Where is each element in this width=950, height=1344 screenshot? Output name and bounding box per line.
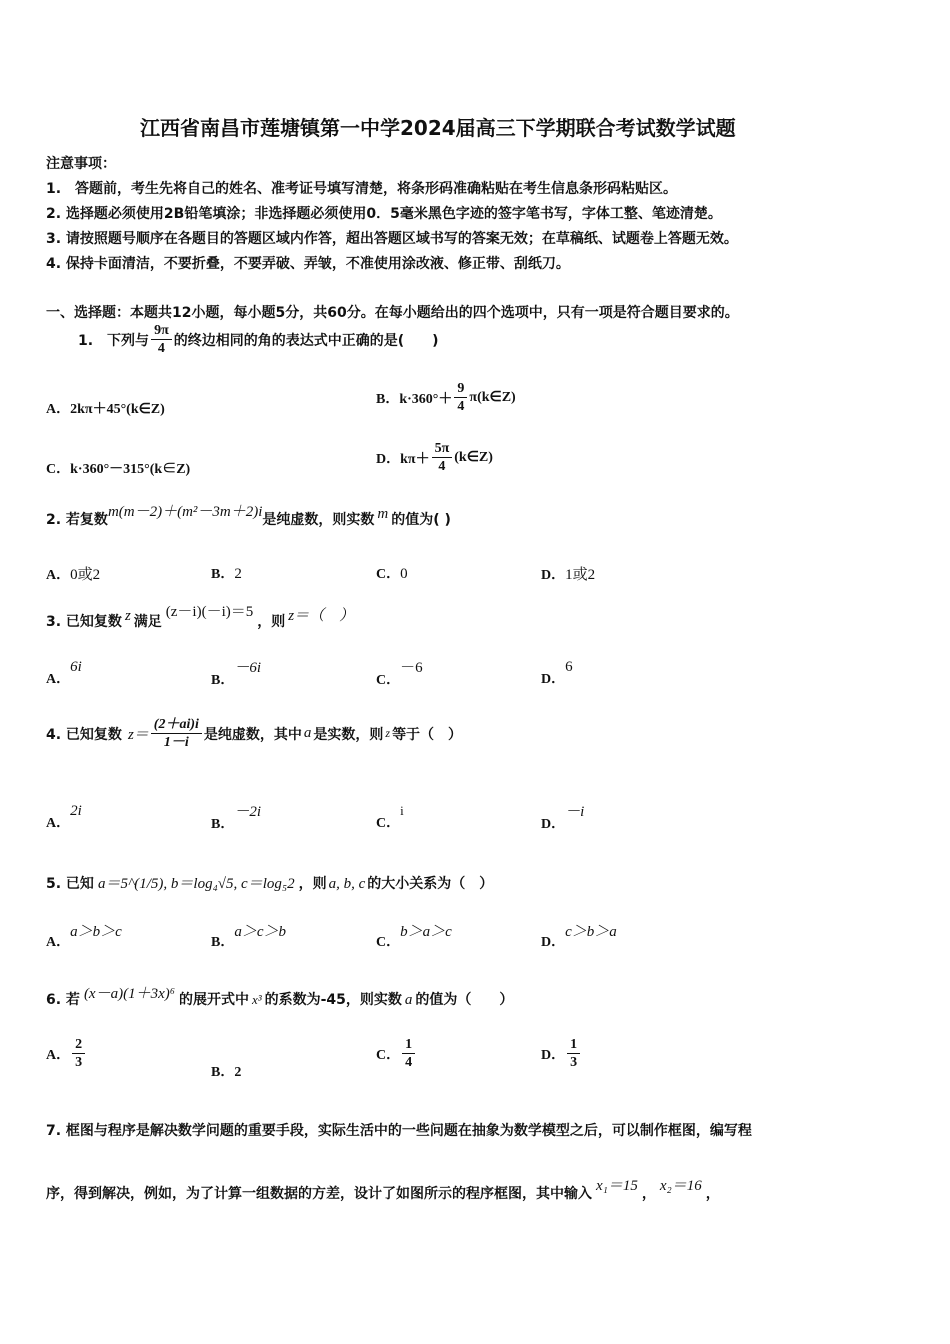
notice-item-4: 4. 保持卡面清洁，不要折叠，不要弄破、弄皱，不准使用涂改液、修正带、刮纸刀。 <box>46 256 570 272</box>
q4-b-value: －2i <box>234 804 262 820</box>
q4-option-d <box>541 804 585 833</box>
q3-d-label: D． <box>541 672 566 687</box>
q2-suffix: 的值为( ) <box>391 512 451 528</box>
notice-item-1: 1. 答题前，考生先将自己的姓名、准考证号填写清楚，将条形码准确粘贴在考生信息条形码粘贴区。 <box>46 181 678 197</box>
q5-b-label: B． <box>211 935 235 950</box>
question-5-stem <box>46 872 493 893</box>
q3-b-label: B． <box>211 673 235 688</box>
q2-d-label: D． <box>541 568 566 583</box>
q5-prefix: 5. 已知 <box>46 876 94 892</box>
q2-b-label: B． <box>211 567 235 582</box>
section-heading: 一、选择题：本题共12小题，每小题5分，共60分。在每小题给出的四个选项中，只有一项是符合题目要求的。 <box>46 305 739 321</box>
q6-a-den: 3 <box>75 1055 83 1070</box>
q1-b-fraction <box>454 380 467 415</box>
q5-b-value: a＞c＞b <box>234 924 287 940</box>
q1-prefix: 1. 下列与 <box>78 332 150 349</box>
question-1-stem <box>78 322 439 357</box>
q4-c-label: C． <box>376 816 401 831</box>
q7-x1: x₁＝15 <box>596 1178 638 1194</box>
question-6-stem <box>46 988 513 1009</box>
q4-d-label: D． <box>541 817 566 832</box>
q5-vars: a, b, c <box>328 876 366 892</box>
q2-var: m <box>377 506 389 522</box>
q1-option-c: C．k·360°－315°(k∈Z) <box>46 462 191 477</box>
q6-d-fraction <box>567 1036 580 1071</box>
q1-d-prefix: D．kπ＋ <box>376 451 430 467</box>
q5-d-label: D． <box>541 935 566 950</box>
q7-end: ， <box>705 1186 720 1202</box>
q7-x2: x₂＝16 <box>659 1178 702 1194</box>
question-3-stem <box>46 604 355 631</box>
q2-option-d <box>541 563 595 584</box>
q4-frac-num: (2＋ai)i <box>151 716 202 734</box>
q2-d-value: 1或2 <box>565 567 596 583</box>
q5-c-value: b＞a＞c <box>400 924 452 940</box>
q1-b-suffix: π(k∈Z) <box>469 390 516 405</box>
q3-a-label: A． <box>46 672 71 687</box>
q2-a-label: A． <box>46 568 71 583</box>
q2-option-b <box>211 563 242 583</box>
q3-option-a <box>46 659 82 688</box>
q5-a-label: A． <box>46 935 71 950</box>
q6-var: a <box>404 992 413 1008</box>
q6-a-label: A． <box>46 1047 71 1063</box>
q4-mid: 是纯虚数，其中 <box>203 726 302 743</box>
q2-expression: m(m－2)＋(m²－3m＋2)i <box>107 504 263 520</box>
q6-option-c <box>376 1036 417 1071</box>
q6-d-den: 3 <box>570 1055 578 1070</box>
q2-c-value: 0 <box>400 566 408 582</box>
q4-d-value: －i <box>565 804 585 820</box>
q4-mid2: 是实数，则 <box>313 726 384 743</box>
q3-option-d <box>541 659 573 688</box>
q3-tail: z＝（ ） <box>288 608 355 624</box>
q2-mid: 是纯虚数，则实数 <box>262 512 375 528</box>
q3-option-b <box>211 660 262 689</box>
q5-c-label: C． <box>376 935 401 950</box>
q3-post: ，则 <box>257 614 286 630</box>
q1-b-prefix: B．k·360°＋ <box>376 391 453 407</box>
q4-a-value: 2i <box>70 803 82 819</box>
q1-suffix: 的终边相同的角的表达式中正确的是( ) <box>173 332 439 349</box>
q4-b-label: B． <box>211 817 235 832</box>
q4-var-z: z <box>385 726 391 740</box>
q2-option-c <box>376 563 408 583</box>
q4-fraction <box>151 716 202 751</box>
q4-option-c <box>376 803 404 832</box>
q2-c-label: C． <box>376 567 401 582</box>
q1-d-den: 4 <box>438 459 446 474</box>
q3-expression: (z－i)(－i)＝5 <box>165 604 254 620</box>
q7-sep: ， <box>641 1186 656 1202</box>
q5-expression: a＝5^(1/5), b＝log₄√5, c＝log₅2 <box>97 876 295 892</box>
q5-option-a <box>46 924 122 951</box>
q3-var: z <box>124 608 131 624</box>
q1-d-suffix: (k∈Z) <box>454 450 493 465</box>
q3-mid: 满足 <box>133 614 162 630</box>
q2-a-value: 0或2 <box>70 567 101 583</box>
q6-a-fraction <box>72 1036 85 1071</box>
q4-option-b <box>211 804 262 833</box>
q6-a-num: 2 <box>72 1036 85 1054</box>
q6-d-num: 1 <box>567 1036 580 1054</box>
q6-expression: (x－a)(1＋3x)⁶ <box>83 986 175 1002</box>
q6-c-label: C． <box>376 1047 401 1063</box>
q3-c-label: C． <box>376 673 401 688</box>
q6-prefix: 6. 若 <box>46 992 80 1008</box>
q1-option-d <box>376 440 493 475</box>
q4-suffix: 等于（ ） <box>392 726 463 743</box>
q4-lhs: z＝ <box>127 727 149 743</box>
page-title: 江西省南昌市莲塘镇第一中学2024届高三下学期联合考试数学试题 <box>140 116 736 140</box>
q4-prefix: 4. 已知复数 <box>46 726 122 743</box>
q6-option-d <box>541 1036 582 1071</box>
q1-d-fraction <box>432 440 453 475</box>
q6-term: x³ <box>251 992 262 1007</box>
q5-a-value: a＞b＞c <box>70 924 122 940</box>
q4-var-a: a <box>303 725 312 741</box>
question-4-stem <box>46 716 462 751</box>
q4-option-a <box>46 803 82 832</box>
q2-b-value: 2 <box>234 566 242 582</box>
q1-option-a: A．2kπ＋45°(k∈Z) <box>46 402 165 417</box>
q6-mid2: 的系数为-45，则实数 <box>264 992 402 1008</box>
q1-b-den: 4 <box>457 399 465 414</box>
q6-mid: 的展开式中 <box>178 992 249 1008</box>
q1-b-num: 9 <box>454 380 467 398</box>
q3-b-value: －6i <box>234 660 262 676</box>
question-7-line-1: 7. 框图与程序是解决数学问题的重要手段，实际生活中的一些问题在抽象为数学模型之后，可以制作框图，编写程 <box>46 1123 752 1139</box>
q3-c-value: －6 <box>400 660 423 676</box>
q6-c-fraction <box>402 1036 415 1071</box>
q3-prefix: 3. 已知复数 <box>46 614 122 630</box>
q3-a-value: 6i <box>70 659 82 675</box>
q7-line2-text: 序，得到解决，例如，为了计算一组数据的方差，设计了如图所示的程序框图，其中输入 <box>46 1186 592 1202</box>
q6-c-num: 1 <box>402 1036 415 1054</box>
q1-d-num: 5π <box>432 440 453 458</box>
q5-tail: 的大小关系为（ ） <box>367 876 494 892</box>
q5-post: ，则 <box>298 876 327 892</box>
q6-option-b: B．2 <box>211 1065 242 1080</box>
q2-option-a <box>46 563 100 584</box>
question-7-line-2 <box>46 1178 720 1203</box>
q1-frac-den: 4 <box>157 341 165 356</box>
q1-frac-num: 9π <box>151 322 172 340</box>
q4-frac-den: 1－i <box>163 735 189 750</box>
q1-option-b <box>376 380 516 415</box>
notice-item-2: 2. 选择题必须使用2B铅笔填涂；非选择题必须使用0．5毫米黑色字迹的签字笔书写，字体工整、笔迹清楚。 <box>46 206 722 222</box>
q1-fraction <box>151 322 172 357</box>
q5-option-c <box>376 924 452 951</box>
q6-d-label: D． <box>541 1047 566 1063</box>
notice-heading: 注意事项： <box>46 156 116 172</box>
q6-c-den: 4 <box>405 1055 413 1070</box>
q3-d-value: 6 <box>565 659 573 675</box>
q6-option-a <box>46 1036 87 1071</box>
q4-a-label: A． <box>46 816 71 831</box>
q3-option-c <box>376 660 423 689</box>
question-2-stem <box>46 504 451 529</box>
q4-c-value: i <box>400 803 404 818</box>
q5-option-b <box>211 924 287 951</box>
notice-item-3: 3. 请按照题号顺序在各题目的答题区域内作答，超出答题区域书写的答案无效；在草稿纸、试题卷上答题无效。 <box>46 231 738 247</box>
q6-suffix: 的值为（ ） <box>415 992 514 1008</box>
q2-prefix: 2. 若复数 <box>46 512 108 528</box>
q5-d-value: c＞b＞a <box>565 924 617 940</box>
q5-option-d <box>541 924 617 951</box>
